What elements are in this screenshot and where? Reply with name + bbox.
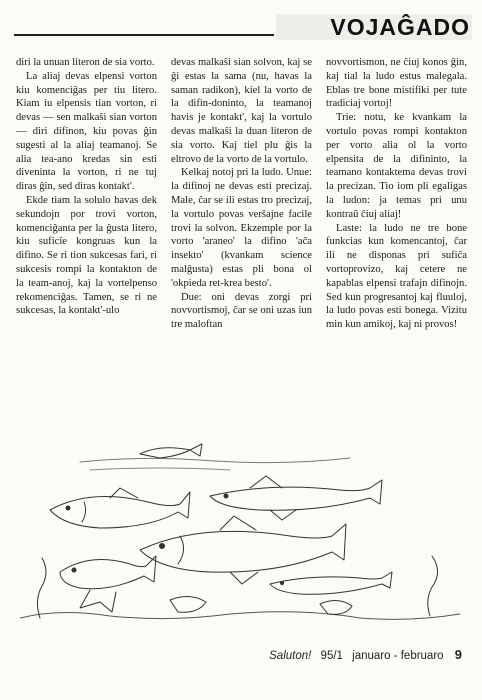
header-rule xyxy=(14,34,274,36)
section-title: VOJAĜADO xyxy=(330,14,470,40)
issue-months: januaro - februaro xyxy=(352,650,444,662)
issue-number: 95/1 xyxy=(320,650,343,662)
column-3 xyxy=(326,56,467,332)
page-header xyxy=(0,0,482,44)
paragraph: Due: oni devas zorgi pri novvortismoj, ĉar se oni uzas iun tre maloftan xyxy=(171,291,312,331)
fish-illustration xyxy=(20,432,460,624)
column-2 xyxy=(171,56,312,332)
paragraph: novvortismon, ne ĉiuj konos ĝin, kaj tial la ludo estus malegala. Eblas tre bone mistifiki per tute tradiciaj vortoj! xyxy=(326,57,467,110)
paragraph: Laste: la ludo ne tre bone funkcias kun komencantoj, ĉar ili ne disponas pri sufiĉa vortoprovizo, kaj cetere ne kapablas elpensi trafajn difinojn. Sed kun progresantoj kaj fluuloj, la ludo povas esti bonega. Vizitu min kun amikoj, kaj ni provos! xyxy=(326,222,467,331)
paragraph: devas malkaŝi sian solvon, kaj se ĝi estas la sama (nu, havas la saman radikon), kiel la vorto de la difin-doninto, la teamanoj havis je kontakt', kaj la vortulo devas malkaŝi la duan literon de sia vorto. Kaj tiel plu ĝis la eltrovo de la vorto de la vortulo. xyxy=(171,57,312,165)
paragraph: Kelkaj notoj pri la ludo. Unue: la difinoj ne devas esti precizaj. Male, ĉar se ili estas tro precizaj, la vortulo povas veršajne facile trovi la solvon. Ekzemple por la vorto 'araneo' la difino 'aĉa insekto' (kvankam science malĝusta) estas pli bona ol 'okpieda ret-krea besto'. xyxy=(171,167,312,289)
column-1 xyxy=(16,56,157,332)
page-number: 9 xyxy=(454,647,462,662)
article-body xyxy=(16,56,468,332)
paragraph: Trie: notu, ke kvankam la vortulo povas rompi kontakton per vorto alia ol la vorto elpensita de la difininto, la teamano kontaktema devas trovi la precizan. Tio iom pli egaligas la ludon: ja temas pri unu kontraŭ ĉiuj aliaj! xyxy=(326,112,467,220)
paragraph: Ekde tiam la solulo havas dek sekundojn por trovi vorton, komenciĝanta per la ĝusta litero, kiu suficîe kongruas kun la difino. Se ri tion sukcesas fari, ri sukcesis rompi la kontakton de la team-anoj, kaj la vortelpenso rekomenciĝas. Tamen, se ri ne sukcesas, la kontakt'-ulo xyxy=(16,194,157,317)
magazine-name: Saluton! xyxy=(269,650,312,662)
paragraph: La aliaj devas elpensi vorton kiu komenciĝas per tiu litero. Kiam iu elpensis tian vorton, ri devas — sen malkaŝi sian vorton — diri difinon, kiu povas ĝin sugesti al la aliaj teamanoj. Se alia tea-ano kredas sin esti diveninta la vorton, ri ne tuj diras ĝin, sed diras kontakt'. xyxy=(16,70,157,193)
paragraph: diri la unuan literon de sia vorto. xyxy=(16,57,155,68)
page-footer xyxy=(0,647,462,662)
